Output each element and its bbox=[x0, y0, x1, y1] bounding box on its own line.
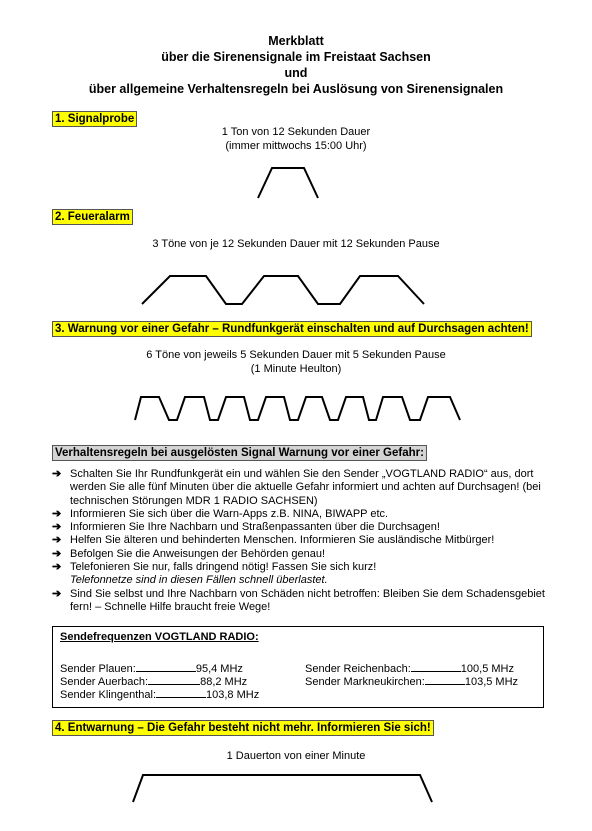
list-item: ➔ Telefonieren Sie nur, falls dringend nötig! Fassen Sie sich kurz! bbox=[52, 561, 377, 574]
signal-test-waveform bbox=[258, 168, 318, 198]
arrow-icon: ➔ bbox=[52, 547, 62, 560]
doc-subtitle-3: über allgemeine Verhaltensregeln bei Auslösung von Sirenensignalen bbox=[88, 82, 504, 96]
arrow-icon: ➔ bbox=[52, 468, 62, 480]
section-4-heading: 4. Entwarnung – Die Gefahr besteht nicht mehr. Informieren Sie sich! bbox=[52, 720, 434, 736]
arrow-icon: ➔ bbox=[52, 587, 62, 600]
section-3-duration: (1 Minute Heulton) bbox=[250, 363, 342, 375]
section-3-desc: 6 Töne von jeweils 5 Sekunden Dauer mit 5 Sekunden Pause bbox=[146, 349, 446, 361]
section-1-time: (immer mittwochs 15:00 Uhr) bbox=[225, 140, 367, 152]
arrow-icon: ➔ bbox=[52, 507, 62, 520]
list-item: ➔ Sind Sie selbst und Ihre Nachbarn von Schäden nicht betroffen: Bleiben Sie dem Schadensgebiet fern! – Schnelle Hilfe braucht freie Wege! bbox=[52, 587, 545, 613]
danger-warning-waveform bbox=[135, 397, 460, 420]
doc-title: Merkblatt bbox=[268, 34, 324, 48]
section-1-heading: 1. Signalprobe bbox=[52, 111, 137, 127]
frequency-row: Sender Reichenbach: 100,5 MHz bbox=[305, 663, 514, 675]
section-2-heading: 2. Feueralarm bbox=[52, 209, 133, 225]
list-item: ➔ Helfen Sie älteren und behinderten Menschen. Informieren Sie ausländische Mitbürger! bbox=[52, 534, 495, 547]
section-1-desc: 1 Ton von 12 Sekunden Dauer bbox=[221, 126, 371, 138]
frequency-row: Sender Plauen: 95,4 MHz bbox=[60, 663, 243, 675]
frequency-row: Sender Auerbach: 88,2 MHz bbox=[60, 676, 248, 688]
list-item: ➔ Befolgen Sie die Anweisungen der Behörden genau! bbox=[52, 547, 326, 560]
list-item: ➔ Informieren Sie sich über die Warn-Apps z.B. NINA, BIWAPP etc. bbox=[52, 507, 389, 520]
frequency-box bbox=[52, 626, 544, 708]
section-2-desc: 3 Töne von je 12 Sekunden Dauer mit 12 Sekunden Pause bbox=[152, 238, 440, 250]
all-clear-waveform bbox=[133, 775, 432, 802]
arrow-icon: ➔ bbox=[52, 521, 62, 534]
phone-network-note: Telefonnetze sind in diesen Fällen schnell überlastet. bbox=[70, 574, 328, 587]
list-item: ➔ Schalten Sie Ihr Rundfunkgerät ein und wählen Sie den Sender „VOGTLAND RADIO“ aus, dort werden Sie alle fünf Minuten über die aktuelle Gefahr informiert und achten auf Durchsagen! (bei technischen Störungen MDR 1 RADIO SACHSEN) bbox=[52, 468, 541, 507]
list-item: ➔ Informieren Sie Ihre Nachbarn und Straßenpassanten über die Durchsagen! bbox=[52, 521, 440, 534]
frequency-row: Sender Markneukirchen: 103,5 MHz bbox=[305, 676, 519, 688]
arrow-icon: ➔ bbox=[52, 561, 62, 574]
frequency-row: Sender Klingenthal: 103,8 MHz bbox=[60, 689, 260, 701]
section-4-desc: 1 Dauerton von einer Minute bbox=[226, 750, 366, 762]
fire-alarm-waveform bbox=[142, 276, 424, 304]
arrow-icon: ➔ bbox=[52, 534, 62, 547]
rules-list bbox=[52, 468, 552, 614]
doc-subtitle-1: über die Sirenensignale im Freistaat Sachsen bbox=[161, 50, 431, 64]
doc-subtitle-2: und bbox=[284, 66, 308, 80]
frequency-heading: Sendefrequenzen VOGTLAND RADIO: bbox=[60, 631, 259, 643]
section-3-heading: 3. Warnung vor einer Gefahr – Rundfunkgerät einschalten und auf Durchsagen achten! bbox=[52, 321, 532, 337]
rules-heading: Verhaltensregeln bei ausgelösten Signal Warnung vor einer Gefahr: bbox=[52, 445, 427, 461]
